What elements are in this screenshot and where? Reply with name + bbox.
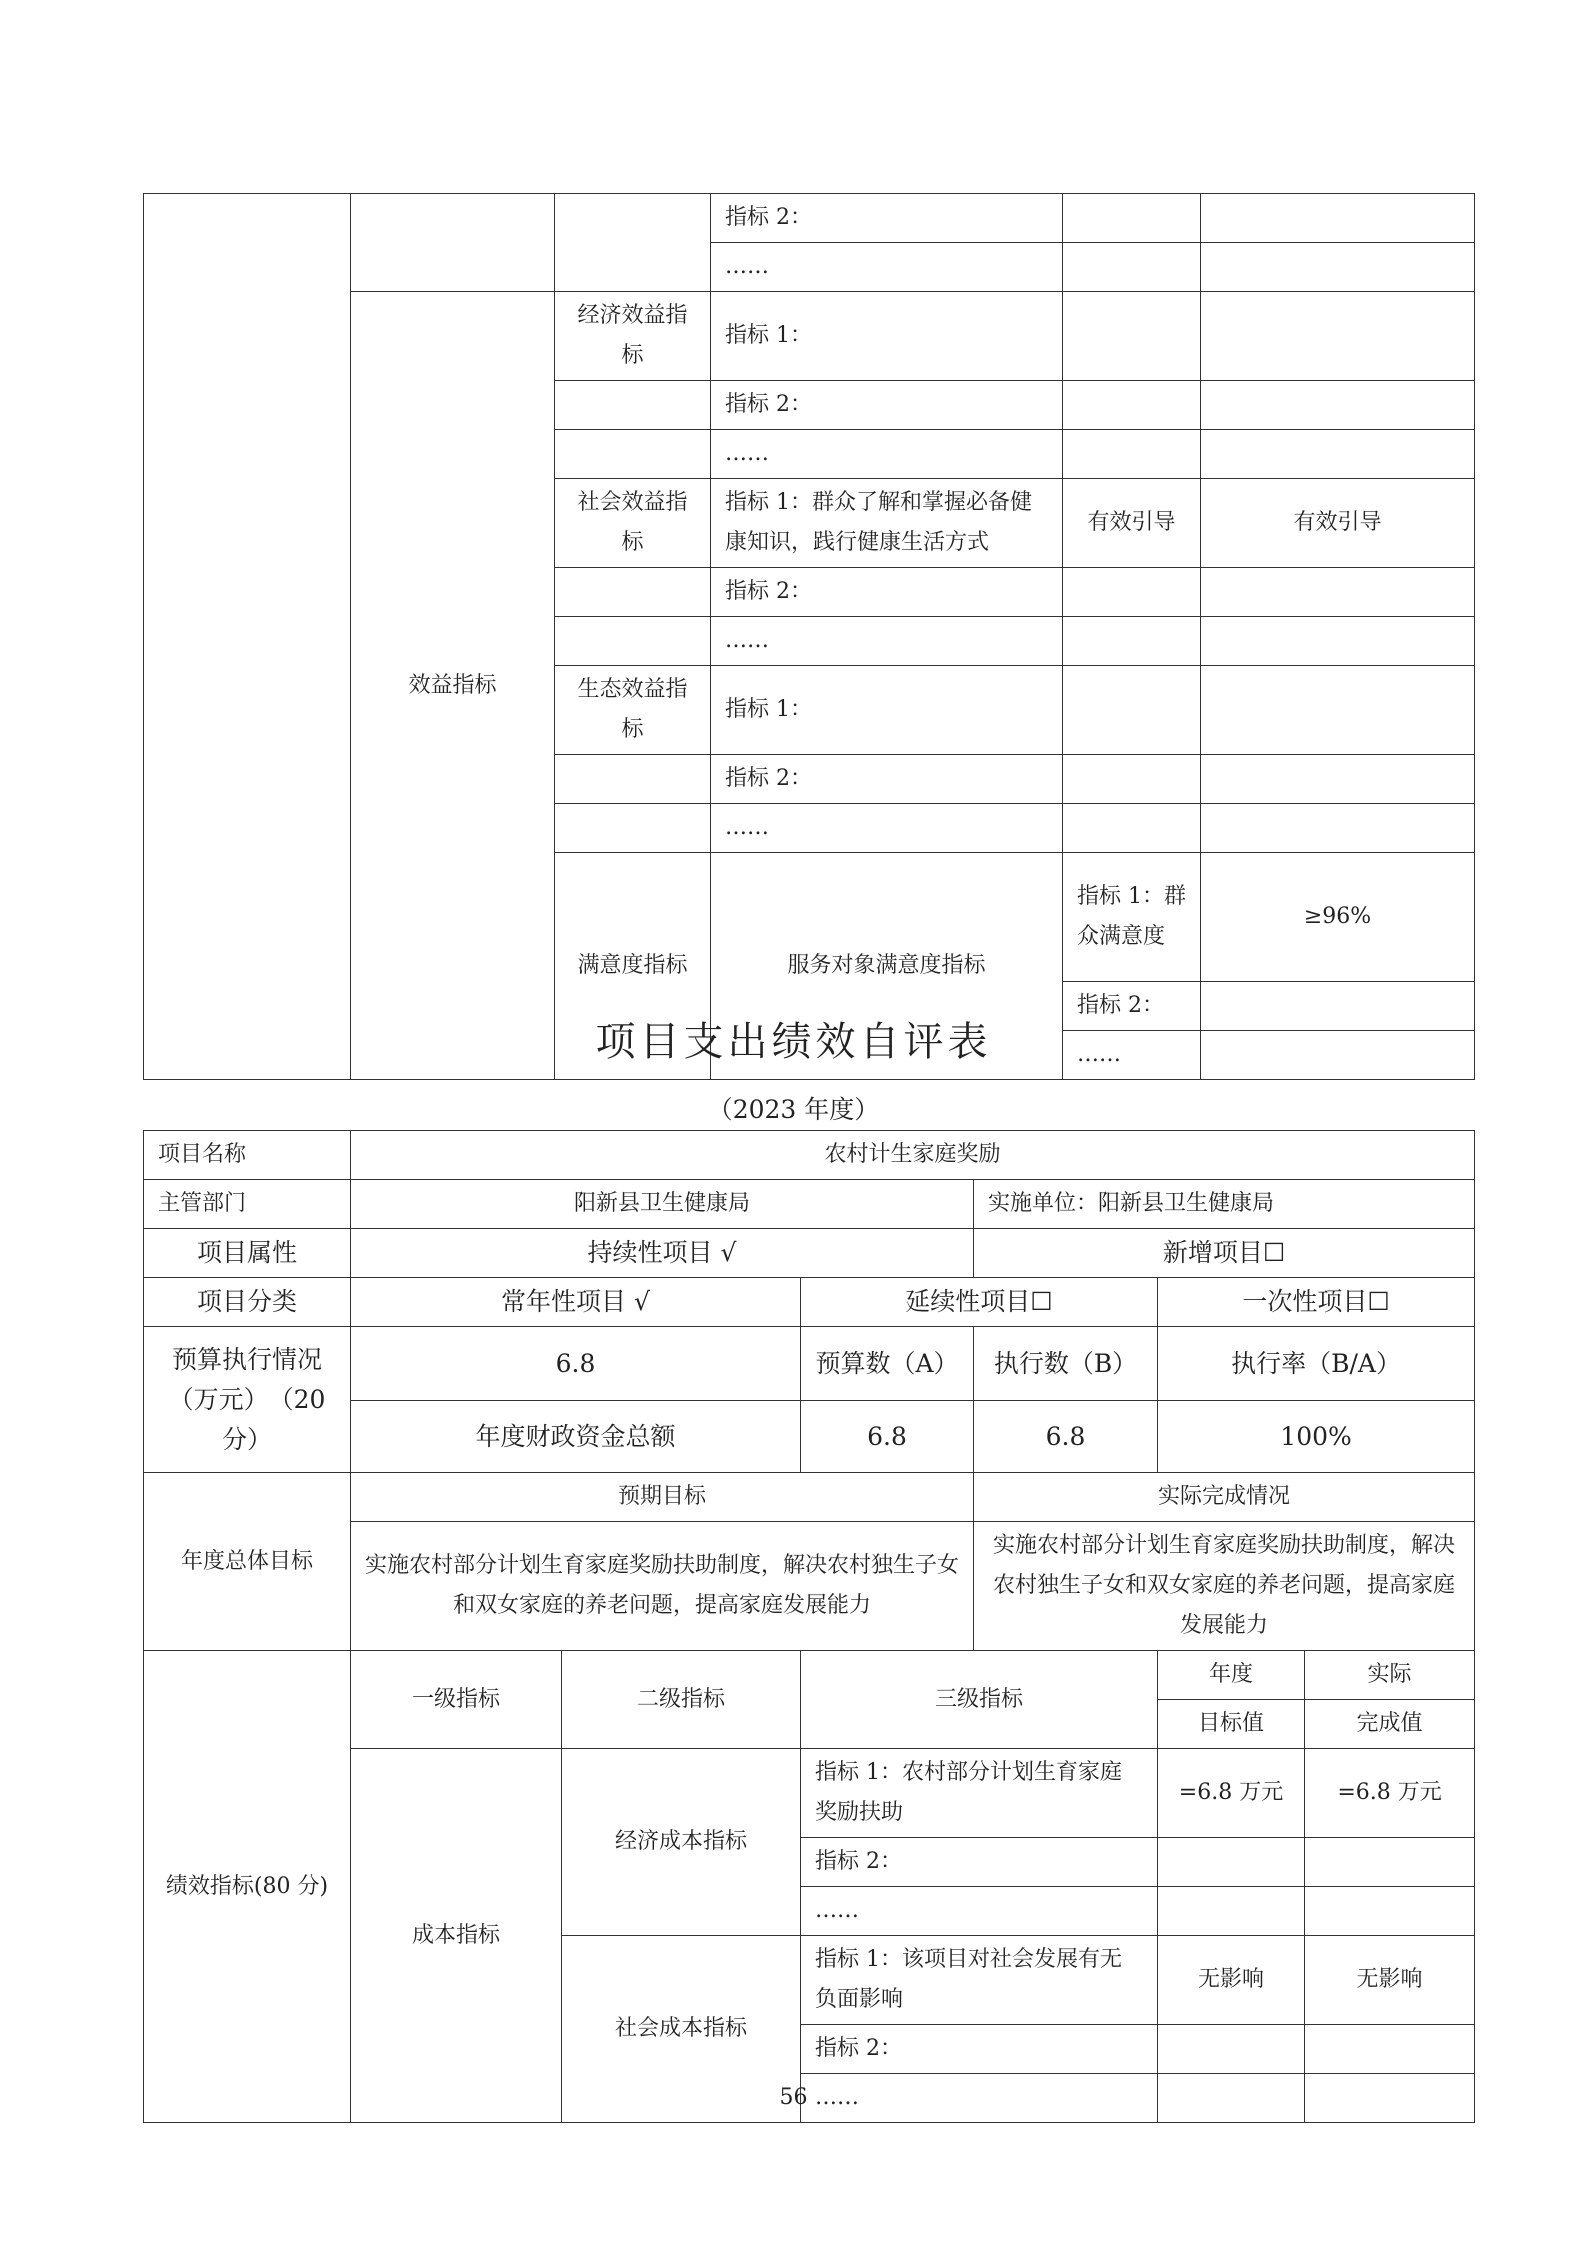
actual-cell: 无影响 bbox=[1305, 1936, 1475, 2025]
fund-rate-value: 100% bbox=[1158, 1401, 1475, 1473]
budget-rate-header: 执行率（B/A） bbox=[1158, 1327, 1475, 1401]
target-header-line1: 年度 bbox=[1158, 1651, 1305, 1700]
indicator-cell: 指标 2： bbox=[711, 194, 1063, 243]
impl-unit-value: 实施单位：阳新县卫生健康局 bbox=[974, 1180, 1475, 1229]
dept-value: 阳新县卫生健康局 bbox=[351, 1180, 974, 1229]
indicator-cell: 指标 2： bbox=[711, 755, 1063, 804]
econ-cost-label: 经济成本指标 bbox=[562, 1749, 801, 1936]
target-cell bbox=[1063, 666, 1201, 755]
dept-label: 主管部门 bbox=[144, 1180, 351, 1229]
target-cell bbox=[1063, 194, 1201, 243]
category-regular: 常年性项目 √ bbox=[351, 1278, 801, 1327]
page-title: 项目支出绩效自评表 bbox=[595, 1019, 992, 1065]
blank-cell bbox=[555, 804, 711, 853]
actual-cell: =6.8 万元 bbox=[1305, 1749, 1475, 1838]
blank-cell bbox=[555, 617, 711, 666]
indicator-table-continued bbox=[143, 193, 1475, 1080]
blank-cell bbox=[555, 755, 711, 804]
indicator-cell: 指标 1：群众满意度 bbox=[1063, 853, 1201, 982]
actual-cell bbox=[1305, 1887, 1475, 1936]
indicator-cell: …… bbox=[1063, 1031, 1201, 1080]
indicator-cell: …… bbox=[711, 430, 1063, 479]
target-cell bbox=[1063, 430, 1201, 479]
target-cell bbox=[1063, 755, 1201, 804]
satisfaction-indicator-label: 满意度指标 bbox=[555, 853, 711, 1080]
target-cell: 有效引导 bbox=[1063, 479, 1201, 568]
indicator-cell: …… bbox=[711, 804, 1063, 853]
social-cost-label: 社会成本指标 bbox=[562, 1936, 801, 2123]
blank-cell bbox=[555, 568, 711, 617]
actual-cell bbox=[1305, 1838, 1475, 1887]
budget-a-header: 预算数（A） bbox=[801, 1327, 974, 1401]
category-extended: 延续性项目☐ bbox=[801, 1278, 1158, 1327]
benefit-indicator-label: 效益指标 bbox=[351, 292, 555, 1080]
actual-cell bbox=[1201, 243, 1475, 292]
actual-cell bbox=[1201, 755, 1475, 804]
fund-b-value: 6.8 bbox=[974, 1401, 1158, 1473]
attr-label: 项目属性 bbox=[144, 1229, 351, 1278]
indicator-cell: 指标 1：群众了解和掌握必备健康知识，践行健康生活方式 bbox=[711, 479, 1063, 568]
indicator-cell: 指标 2： bbox=[711, 381, 1063, 430]
annual-goal-label: 年度总体目标 bbox=[144, 1473, 351, 1651]
blank-cell bbox=[555, 381, 711, 430]
actual-cell bbox=[1201, 804, 1475, 853]
eco-benefit-label: 生态效益指标 bbox=[555, 666, 711, 755]
goal-actual-header: 实际完成情况 bbox=[974, 1473, 1475, 1522]
actual-cell bbox=[1201, 381, 1475, 430]
level1-header: 一级指标 bbox=[351, 1651, 562, 1749]
econ-benefit-label: 经济效益指标 bbox=[555, 292, 711, 381]
blank-cell bbox=[351, 194, 555, 292]
social-benefit-label: 社会效益指标 bbox=[555, 479, 711, 568]
blank-cell bbox=[555, 194, 711, 292]
target-cell bbox=[1158, 1838, 1305, 1887]
cost-indicator-label: 成本指标 bbox=[351, 1749, 562, 2123]
actual-cell bbox=[1201, 568, 1475, 617]
target-cell bbox=[1063, 243, 1201, 292]
actual-cell bbox=[1305, 2025, 1475, 2074]
fund-a-value: 6.8 bbox=[801, 1401, 974, 1473]
goal-expected-text: 实施农村部分计划生育家庭奖励扶助制度，解决农村独生子女和双女家庭的养老问题，提高家庭发展能力 bbox=[351, 1522, 974, 1651]
self-evaluation-table bbox=[143, 1130, 1475, 2123]
target-cell bbox=[1063, 381, 1201, 430]
category-label: 项目分类 bbox=[144, 1278, 351, 1327]
fund-total-label: 年度财政资金总额 bbox=[351, 1401, 801, 1473]
budget-b-header: 执行数（B） bbox=[974, 1327, 1158, 1401]
blank-cell bbox=[555, 430, 711, 479]
indicator-cell: 指标 1：该项目对社会发展有无负面影响 bbox=[801, 1936, 1158, 2025]
goal-actual-text: 实施农村部分计划生育家庭奖励扶助制度，解决农村独生子女和双女家庭的养老问题，提高家庭发展能力 bbox=[974, 1522, 1475, 1651]
actual-cell: 有效引导 bbox=[1201, 479, 1475, 568]
indicator-cell: …… bbox=[801, 1887, 1158, 1936]
indicator-cell: 指标 2： bbox=[801, 1838, 1158, 1887]
perf-indicator-label: 绩效指标(80 分) bbox=[144, 1651, 351, 2123]
actual-header-line1: 实际 bbox=[1305, 1651, 1475, 1700]
indicator-cell: 指标 2： bbox=[711, 568, 1063, 617]
indicator-cell: 指标 1：农村部分计划生育家庭奖励扶助 bbox=[801, 1749, 1158, 1838]
target-cell bbox=[1158, 1887, 1305, 1936]
target-cell bbox=[1158, 2025, 1305, 2074]
target-header-line2: 目标值 bbox=[1158, 1700, 1305, 1749]
indicator-cell: …… bbox=[711, 243, 1063, 292]
actual-cell bbox=[1201, 617, 1475, 666]
budget-label: 预算执行情况（万元） （20分） bbox=[144, 1327, 351, 1473]
year-subtitle: （2023 年度） bbox=[707, 1095, 880, 1124]
actual-cell bbox=[1201, 430, 1475, 479]
actual-cell bbox=[1201, 666, 1475, 755]
target-cell: ≥96% bbox=[1201, 853, 1475, 982]
target-cell bbox=[1063, 617, 1201, 666]
indicator-cell: 指标 2： bbox=[801, 2025, 1158, 2074]
budget-value: 6.8 bbox=[351, 1327, 801, 1401]
target-cell bbox=[1063, 804, 1201, 853]
service-satisfaction-label: 服务对象满意度指标 bbox=[711, 853, 1063, 1080]
level3-header: 三级指标 bbox=[801, 1651, 1158, 1749]
level2-header: 二级指标 bbox=[562, 1651, 801, 1749]
attr-new: 新增项目☐ bbox=[974, 1229, 1475, 1278]
actual-header-line2: 完成值 bbox=[1305, 1700, 1475, 1749]
indicator-cell: 指标 2： bbox=[1063, 982, 1201, 1031]
target-cell: =6.8 万元 bbox=[1158, 1749, 1305, 1838]
project-name-value: 农村计生家庭奖励 bbox=[351, 1131, 1475, 1180]
actual-cell bbox=[1201, 292, 1475, 381]
category-once: 一次性项目☐ bbox=[1158, 1278, 1475, 1327]
indicator-cell: …… bbox=[711, 617, 1063, 666]
target-cell bbox=[1063, 568, 1201, 617]
attr-continuous: 持续性项目 √ bbox=[351, 1229, 974, 1278]
actual-cell bbox=[1201, 194, 1475, 243]
target-cell: 无影响 bbox=[1158, 1936, 1305, 2025]
target-cell bbox=[1063, 292, 1201, 381]
indicator-cell: 指标 1： bbox=[711, 292, 1063, 381]
page-number: 56 bbox=[779, 2085, 808, 2110]
indicator-cell: …… bbox=[801, 2074, 1158, 2123]
goal-expected-header: 预期目标 bbox=[351, 1473, 974, 1522]
indicator-cell: 指标 1： bbox=[711, 666, 1063, 755]
blank-cell bbox=[144, 194, 351, 1080]
project-name-label: 项目名称 bbox=[144, 1131, 351, 1180]
